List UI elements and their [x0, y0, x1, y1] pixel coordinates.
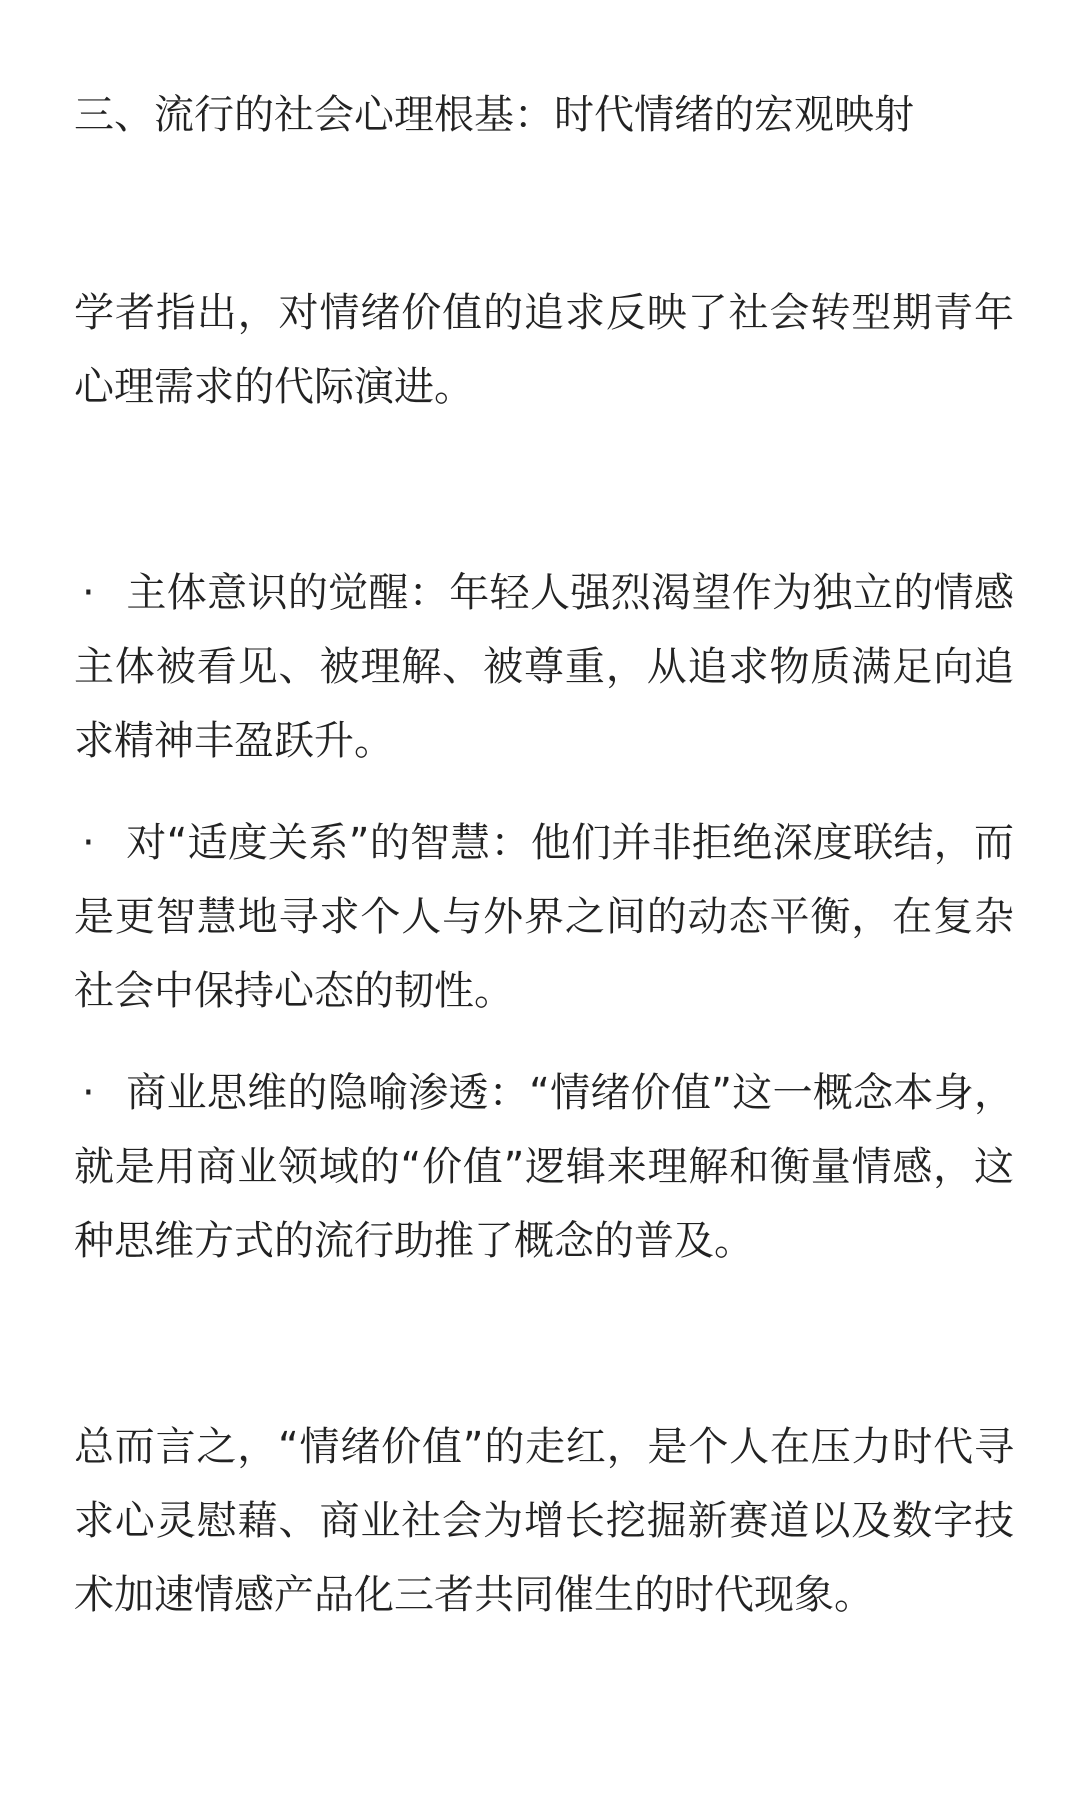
bullet-text: 对“适度关系”的智慧：他们并非拒绝深度联结，而是更智慧地寻求个人与外界之间的动态平衡，在复杂社会中保持心态的韧性。: [74, 820, 1014, 1014]
bullet-dot: ·: [82, 1070, 95, 1116]
bullet-item: [74, 806, 1014, 1028]
section-heading: 三、流行的社会心理根基：时代情绪的宏观映射: [74, 92, 914, 138]
bullet-item: [74, 556, 1014, 778]
bullet-item: [74, 1056, 1014, 1278]
bullet-dot: ·: [82, 820, 95, 866]
intro-paragraph: 学者指出，对情绪价值的追求反映了社会转型期青年心理需求的代际演进。: [74, 290, 1014, 410]
bullet-dot: ·: [82, 570, 95, 616]
conclusion-paragraph: 总而言之，“情绪价值”的走红，是个人在压力时代寻求心灵慰藉、商业社会为增长挖掘新赛道以及数字技术加速情感产品化三者共同催生的时代现象。: [74, 1424, 1014, 1618]
bullet-text: 主体意识的觉醒：年轻人强烈渴望作为独立的情感主体被看见、被理解、被尊重，从追求物质满足向追求精神丰盈跃升。: [74, 570, 1014, 764]
bullet-text: 商业思维的隐喻渗透：“情绪价值”这一概念本身，就是用商业领域的“价值”逻辑来理解和衡量情感，这种思维方式的流行助推了概念的普及。: [74, 1070, 1014, 1264]
